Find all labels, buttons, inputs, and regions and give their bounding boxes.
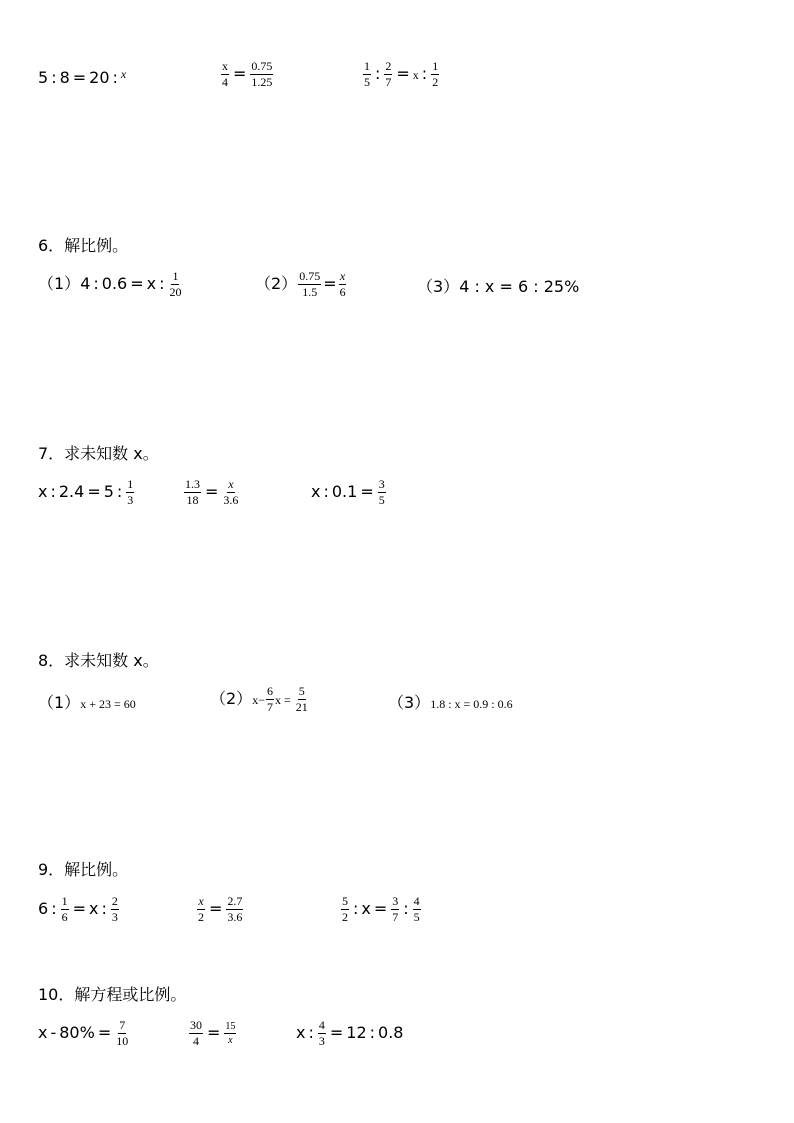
part-label: （1） xyxy=(38,693,81,712)
q8-part-1 xyxy=(38,693,136,714)
equation-text: 1.8 : x = 0.9 : 0.6 xyxy=(430,697,513,711)
term: 5 xyxy=(38,68,49,87)
fraction: $\frac{1}{20}$ xyxy=(169,269,182,299)
q8-part-3 xyxy=(388,693,513,714)
q6-part-3 xyxy=(417,277,579,297)
q10-title: 10．解方程或比例。 xyxy=(38,985,187,1004)
q5-equation-1: 5 : 8 = 20 : $^x$ xyxy=(38,67,127,87)
unknown-x: x xyxy=(412,68,419,82)
fraction: $\frac{3}{5}$ xyxy=(378,477,385,507)
q9-equation-2: $\frac{x}{2}$ = $\frac{2.7}{3.6}$ xyxy=(198,894,243,924)
part-label: （1） xyxy=(38,274,81,293)
fraction: $\frac{x}{2}$ xyxy=(198,894,204,924)
fraction: $\frac{1.3}{18}$ xyxy=(185,477,200,507)
fraction: $\frac{x}{3.6}$ xyxy=(223,477,239,507)
q8-part-2: （2）x− $\frac{6}{7}$ x = $\frac{5}{21}$ xyxy=(210,684,308,714)
q6-part-1: （1）4 : 0.6 = x : $\frac{1}{20}$ xyxy=(38,269,182,299)
q10-equation-1: x - 80% = $\frac{7}{10}$ xyxy=(38,1018,129,1048)
fraction: $\frac{4}{3}$ xyxy=(318,1018,325,1048)
q7-equation-3: x : 0.1 = $\frac{3}{5}$ xyxy=(311,477,385,507)
fraction: $\frac{3}{7}$ xyxy=(392,894,399,924)
fraction: $\frac{15}{x}$ xyxy=(225,1021,236,1046)
q9-equation-3: $\frac{5}{2}$ : x = $\frac{3}{7}$ : $\frac{4}{5}$ xyxy=(342,894,420,924)
equation-text: 4 : x = 6 : 25% xyxy=(459,277,580,296)
fraction: $\frac{0.75}{1.25}$ xyxy=(251,59,273,89)
q7-title: 7．求未知数 x。 xyxy=(38,444,159,463)
fraction: $\frac{2}{3}$ xyxy=(111,894,118,924)
q10-equation-3: x : $\frac{4}{3}$ = 12 : 0.8 xyxy=(296,1018,404,1048)
q7-equation-2: $\frac{1.3}{18}$ = $\frac{x}{3.6}$ xyxy=(185,477,239,507)
q6-part-2: （2） $\frac{0.75}{1.5}$ = $\frac{x}{6}$ xyxy=(255,269,346,299)
fraction: $\frac{7}{10}$ xyxy=(116,1018,129,1048)
fraction: $\frac{1}{5}$ xyxy=(364,59,370,89)
fraction: $\frac{5}{21}$ xyxy=(295,684,308,714)
term: 20 xyxy=(89,68,110,87)
equation-text: x + 23 = 60 xyxy=(80,697,136,711)
fraction: $\frac{x}{4}$ xyxy=(222,59,228,89)
part-label: （2） xyxy=(210,689,253,708)
fraction: $\frac{1}{3}$ xyxy=(127,477,134,507)
fraction: $\frac{6}{7}$ xyxy=(266,684,273,714)
fraction: $\frac{2}{7}$ xyxy=(385,59,392,89)
fraction: $\frac{30}{4}$ xyxy=(190,1018,202,1048)
fraction: $\frac{1}{6}$ xyxy=(61,894,68,924)
q10-equation-2: $\frac{30}{4}$ = $\frac{15}{x}$ xyxy=(190,1018,236,1048)
q8-title: 8．求未知数 x。 xyxy=(38,651,159,670)
q5-equation-3: $\frac{1}{5}$ : $\frac{2}{7}$ = x : $\frac{1}{2}$ xyxy=(364,59,439,89)
q7-equation-1: x : 2.4 = 5 : $\frac{1}{3}$ xyxy=(38,477,134,507)
q5-equation-2: $\frac{x}{4}$ = $\frac{0.75}{1.25}$ xyxy=(222,59,273,89)
fraction: $\frac{5}{2}$ xyxy=(342,894,348,924)
q9-equation-1: 6 : $\frac{1}{6}$ = x : $\frac{2}{3}$ xyxy=(38,894,118,924)
part-label: （3） xyxy=(417,277,460,296)
fraction: $\frac{4}{5}$ xyxy=(413,894,420,924)
fraction: $\frac{0.75}{1.5}$ xyxy=(299,269,321,299)
fraction: $\frac{1}{2}$ xyxy=(432,59,439,89)
unknown-x: x xyxy=(120,67,127,81)
q9-title: 9．解比例。 xyxy=(38,860,129,879)
fraction: $\frac{x}{6}$ xyxy=(339,269,346,299)
q6-title: 6．解比例。 xyxy=(38,236,129,255)
fraction: $\frac{2.7}{3.6}$ xyxy=(227,894,243,924)
part-label: （3） xyxy=(388,693,431,712)
part-label: （2） xyxy=(255,274,298,293)
term: 8 xyxy=(59,68,70,87)
